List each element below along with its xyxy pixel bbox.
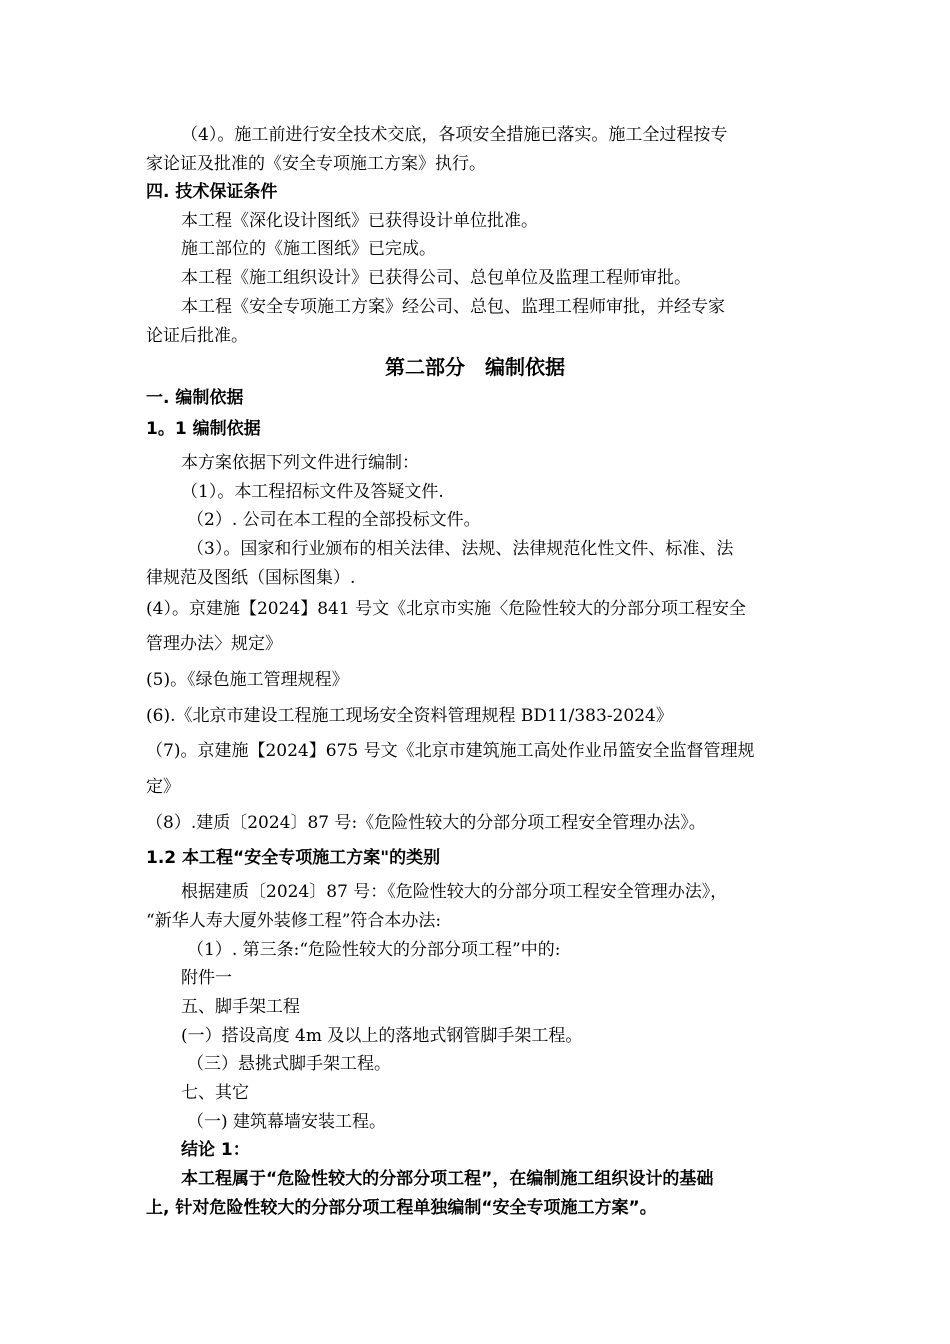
paragraph-cont: 论证后批准。	[146, 326, 248, 346]
list-item: （3）。国家和行业颁布的相关法律、法规、法律规范化性文件、标准、法	[187, 539, 734, 559]
paragraph-item4: （4）。施工前进行安全技术交底，各项安全措施已落实。施工全过程按专	[181, 125, 728, 145]
subsection-heading-1-2: 1.2 本工程“安全专项施工方案"的类别	[146, 848, 441, 868]
subsection-heading-1-1: 1。1 编制依据	[146, 419, 261, 439]
part-title: 第二部分 编制依据	[385, 355, 565, 379]
list-item: (4）。京建施【2024】841 号文《北京市实施〈危险性较大的分部分项工程安全	[146, 599, 747, 619]
category: 五、脚手架工程	[181, 997, 300, 1017]
paragraph-cont: “新华人寿大厦外装修工程”符合本办法:	[146, 911, 442, 931]
category-item: （一) 建筑幕墙安装工程。	[187, 1112, 387, 1132]
section-heading-4: 四. 技术保证条件	[146, 182, 278, 202]
list-item: （7)。京建施【2024】675 号文《北京市建筑施工高处作业吊篮安全监督管理规	[146, 741, 755, 761]
list-item-cont: 律规范及图纸（国标图集）.	[146, 568, 356, 588]
category: 七、其它	[181, 1083, 249, 1103]
list-item: （1）。本工程招标文件及答疑文件.	[181, 482, 444, 502]
list-item-cont: 定》	[146, 777, 180, 797]
paragraph-item4-cont: 家论证及批准的《安全专项施工方案》执行。	[146, 154, 486, 174]
paragraph: 本工程《深化设计图纸》已获得设计单位批准。	[181, 211, 538, 231]
paragraph: 根据建质〔2024〕87 号：《危险性较大的分部分项工程安全管理办法》，	[181, 882, 728, 902]
conclusion-text-cont: 上, 针对危险性较大的分部分项工程单独编制“安全专项施工方案”。	[146, 1198, 657, 1218]
list-item: （8）.建质〔2024〕87 号:《危险性较大的分部分项工程安全管理办法》。	[146, 813, 706, 833]
conclusion-label: 结论 1：	[181, 1140, 250, 1160]
paragraph: 施工部位的《施工图纸》已完成。	[181, 239, 436, 259]
section-heading-1: 一. 编制依据	[146, 388, 244, 408]
paragraph: 本方案依据下列文件进行编制：	[181, 453, 419, 473]
paragraph: 本工程《施工组织设计》已获得公司、总包单位及监理工程师审批。	[181, 268, 691, 288]
category-item: （三）悬挑式脚手架工程。	[187, 1054, 391, 1074]
conclusion-text: 本工程属于“危险性较大的分部分项工程”，在编制施工组织设计的基础	[181, 1169, 714, 1189]
paragraph: 本工程《安全专项施工方案》经公司、总包、监理工程师审批，并经专家	[181, 297, 725, 317]
category-item: (一）搭设高度 4m 及以上的落地式钢管脚手架工程。	[181, 1026, 583, 1046]
annex-label: 附件一	[181, 968, 232, 988]
list-item: （2）. 公司在本工程的全部投标文件。	[187, 510, 481, 530]
list-item: (6).《北京市建设工程施工现场安全资料管理规程 BD11/383-2024》	[146, 706, 673, 726]
list-item: (5)。《绿色施工管理规程》	[146, 670, 349, 690]
clause: （1）. 第三条:“危险性较大的分部分项工程”中的:	[187, 940, 561, 960]
list-item-cont: 管理办法〉规定》	[146, 634, 282, 654]
